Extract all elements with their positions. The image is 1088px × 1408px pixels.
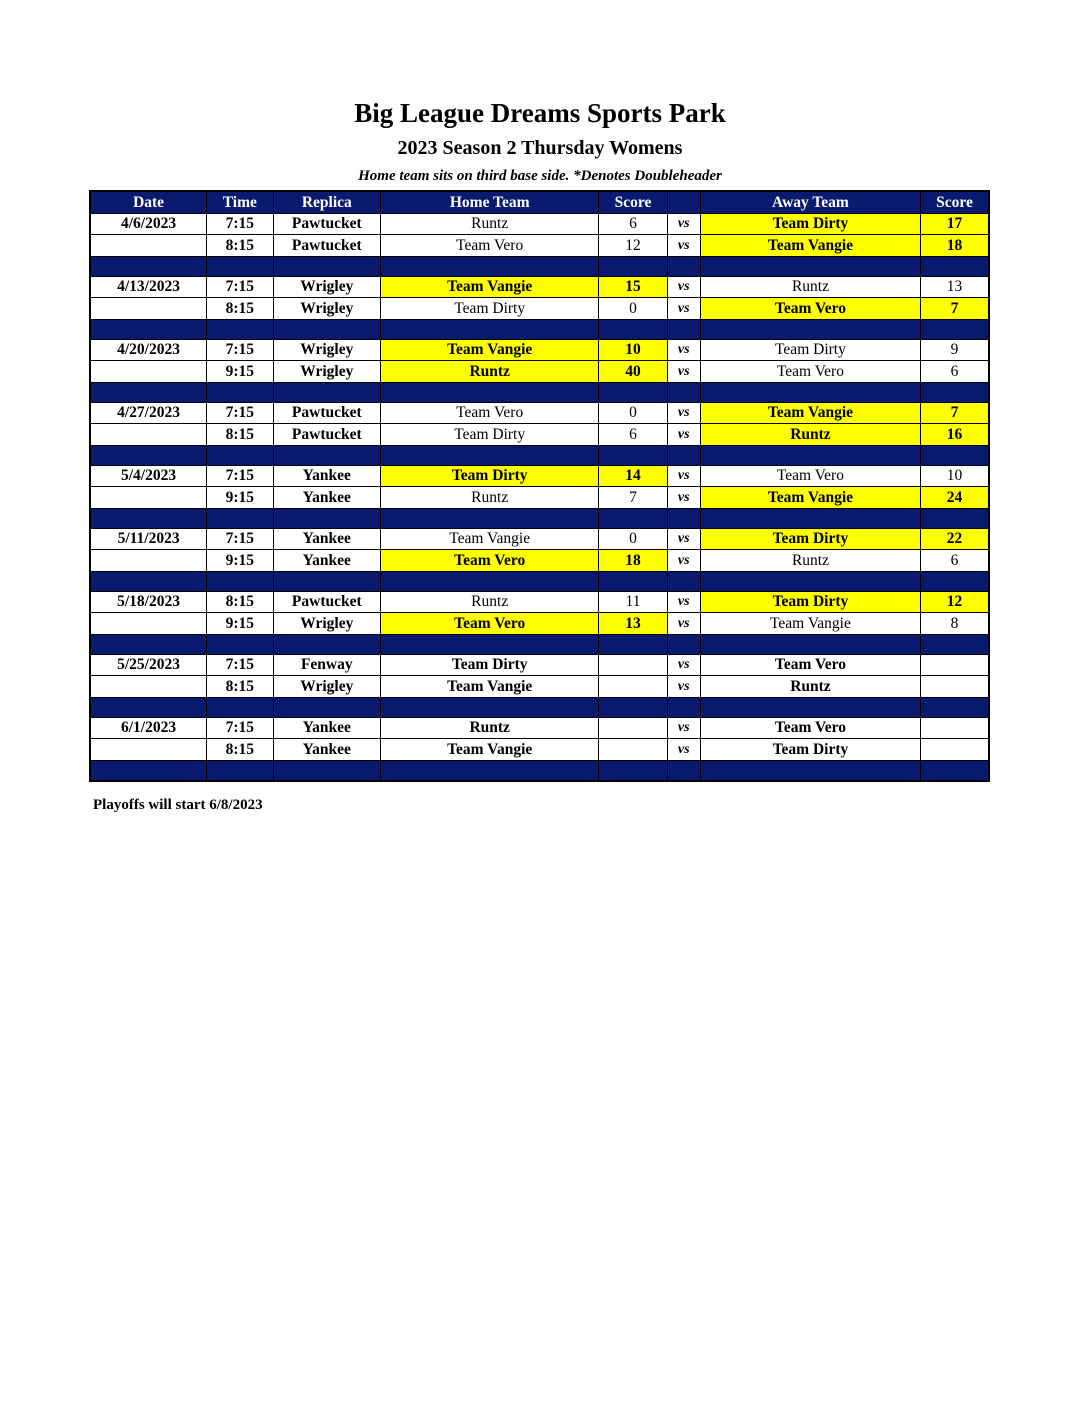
game-row — [90, 550, 989, 572]
home-score: 6 — [599, 213, 667, 235]
separator-cell — [921, 760, 989, 781]
game-replica: Yankee — [273, 550, 381, 572]
separator-cell — [273, 508, 381, 528]
game-date: 5/4/2023 — [90, 465, 207, 487]
separator-cell — [667, 508, 700, 528]
week-separator — [90, 445, 989, 465]
game-date: 5/25/2023 — [90, 654, 207, 676]
separator-cell — [90, 445, 207, 465]
separator-cell — [381, 256, 599, 276]
vs-label: vs — [667, 528, 700, 550]
schedule-table — [89, 190, 990, 782]
game-time: 7:15 — [207, 654, 273, 676]
away-team: Team Vangie — [700, 402, 920, 424]
schedule-note: Home team sits on third base side. *Denotes Doubleheader — [358, 168, 722, 184]
game-date: 5/11/2023 — [90, 528, 207, 550]
away-score: 18 — [921, 235, 989, 257]
separator-cell — [700, 256, 920, 276]
separator-cell — [700, 445, 920, 465]
separator-cell — [381, 445, 599, 465]
game-row — [90, 298, 989, 320]
away-team: Runtz — [700, 550, 920, 572]
separator-cell — [700, 571, 920, 591]
vs-label: vs — [667, 424, 700, 446]
home-score: 15 — [599, 276, 667, 298]
vs-label: vs — [667, 339, 700, 361]
game-row — [90, 276, 989, 298]
game-time: 9:15 — [207, 550, 273, 572]
separator-cell — [667, 382, 700, 402]
away-team: Team Dirty — [700, 591, 920, 613]
page-title: Big League Dreams Sports Park — [354, 98, 726, 128]
header-date: Date — [90, 191, 207, 213]
separator-cell — [90, 571, 207, 591]
home-score — [599, 739, 667, 761]
home-score: 40 — [599, 361, 667, 383]
separator-cell — [273, 445, 381, 465]
game-replica: Pawtucket — [273, 402, 381, 424]
game-replica: Pawtucket — [273, 213, 381, 235]
game-time: 7:15 — [207, 528, 273, 550]
game-time: 7:15 — [207, 717, 273, 739]
separator-cell — [207, 319, 273, 339]
separator-cell — [90, 697, 207, 717]
page-subtitle: 2023 Season 2 Thursday Womens — [397, 137, 683, 159]
away-score — [921, 717, 989, 739]
home-score: 0 — [599, 402, 667, 424]
away-team: Team Vero — [700, 361, 920, 383]
separator-cell — [667, 571, 700, 591]
game-time: 7:15 — [207, 402, 273, 424]
separator-cell — [381, 319, 599, 339]
game-replica: Yankee — [273, 528, 381, 550]
home-score — [599, 676, 667, 698]
game-replica: Pawtucket — [273, 235, 381, 257]
home-score: 10 — [599, 339, 667, 361]
separator-cell — [700, 697, 920, 717]
game-time: 8:15 — [207, 298, 273, 320]
home-team: Team Vero — [381, 402, 599, 424]
away-score: 6 — [921, 361, 989, 383]
game-replica: Wrigley — [273, 339, 381, 361]
vs-label: vs — [667, 717, 700, 739]
away-score: 17 — [921, 213, 989, 235]
away-score: 10 — [921, 465, 989, 487]
separator-cell — [90, 319, 207, 339]
game-time: 8:15 — [207, 676, 273, 698]
away-team: Team Vero — [700, 298, 920, 320]
separator-cell — [700, 760, 920, 781]
game-date — [90, 361, 207, 383]
separator-cell — [90, 382, 207, 402]
separator-cell — [700, 382, 920, 402]
separator-cell — [599, 319, 667, 339]
game-replica: Wrigley — [273, 361, 381, 383]
week-separator — [90, 508, 989, 528]
game-time: 7:15 — [207, 276, 273, 298]
home-score — [599, 717, 667, 739]
home-team: Runtz — [381, 213, 599, 235]
game-row — [90, 528, 989, 550]
game-replica: Pawtucket — [273, 591, 381, 613]
game-row — [90, 235, 989, 257]
home-score: 6 — [599, 424, 667, 446]
away-score — [921, 654, 989, 676]
separator-cell — [207, 445, 273, 465]
header-away-team: Away Team — [700, 191, 920, 213]
separator-cell — [273, 319, 381, 339]
game-row — [90, 213, 989, 235]
separator-cell — [700, 634, 920, 654]
separator-cell — [207, 382, 273, 402]
separator-cell — [921, 319, 989, 339]
home-team: Team Vero — [381, 613, 599, 635]
game-time: 7:15 — [207, 339, 273, 361]
game-date — [90, 550, 207, 572]
vs-label: vs — [667, 298, 700, 320]
home-team: Runtz — [381, 361, 599, 383]
vs-label: vs — [667, 654, 700, 676]
playoffs-note: Playoffs will start 6/8/2023 — [93, 797, 263, 813]
game-time: 9:15 — [207, 613, 273, 635]
away-team: Team Dirty — [700, 339, 920, 361]
vs-label: vs — [667, 550, 700, 572]
home-score: 14 — [599, 465, 667, 487]
game-row — [90, 361, 989, 383]
separator-cell — [667, 319, 700, 339]
game-replica: Wrigley — [273, 613, 381, 635]
week-separator — [90, 256, 989, 276]
separator-cell — [921, 634, 989, 654]
separator-cell — [207, 760, 273, 781]
separator-cell — [381, 760, 599, 781]
away-team: Team Vero — [700, 717, 920, 739]
away-team: Team Dirty — [700, 739, 920, 761]
away-score — [921, 676, 989, 698]
away-team: Runtz — [700, 276, 920, 298]
game-replica: Wrigley — [273, 298, 381, 320]
separator-cell — [667, 634, 700, 654]
away-team: Team Vangie — [700, 487, 920, 509]
game-time: 8:15 — [207, 424, 273, 446]
home-team: Team Vangie — [381, 276, 599, 298]
separator-cell — [599, 508, 667, 528]
home-team: Runtz — [381, 487, 599, 509]
header-row — [90, 191, 989, 213]
separator-cell — [599, 760, 667, 781]
home-team: Team Dirty — [381, 424, 599, 446]
game-time: 8:15 — [207, 591, 273, 613]
away-score: 8 — [921, 613, 989, 635]
vs-label: vs — [667, 465, 700, 487]
separator-cell — [599, 382, 667, 402]
separator-cell — [921, 445, 989, 465]
header-home-team: Home Team — [381, 191, 599, 213]
vs-label: vs — [667, 487, 700, 509]
home-team: Runtz — [381, 717, 599, 739]
game-date: 4/6/2023 — [90, 213, 207, 235]
separator-cell — [599, 256, 667, 276]
game-date — [90, 487, 207, 509]
game-date: 4/20/2023 — [90, 339, 207, 361]
game-row — [90, 591, 989, 613]
away-team: Team Vangie — [700, 235, 920, 257]
away-team: Team Dirty — [700, 528, 920, 550]
game-row — [90, 654, 989, 676]
separator-cell — [273, 256, 381, 276]
separator-cell — [273, 571, 381, 591]
vs-label: vs — [667, 676, 700, 698]
header-vs — [667, 191, 700, 213]
separator-cell — [599, 571, 667, 591]
game-date: 6/1/2023 — [90, 717, 207, 739]
away-score: 9 — [921, 339, 989, 361]
separator-cell — [381, 697, 599, 717]
header-replica: Replica — [273, 191, 381, 213]
separator-cell — [90, 634, 207, 654]
game-replica: Wrigley — [273, 676, 381, 698]
week-separator — [90, 382, 989, 402]
away-score: 7 — [921, 298, 989, 320]
separator-cell — [273, 382, 381, 402]
separator-cell — [90, 256, 207, 276]
home-score: 13 — [599, 613, 667, 635]
game-date — [90, 424, 207, 446]
vs-label: vs — [667, 591, 700, 613]
game-time: 8:15 — [207, 739, 273, 761]
separator-cell — [921, 571, 989, 591]
separator-cell — [667, 445, 700, 465]
game-row — [90, 487, 989, 509]
away-score: 22 — [921, 528, 989, 550]
home-team: Runtz — [381, 591, 599, 613]
home-score: 7 — [599, 487, 667, 509]
separator-cell — [381, 571, 599, 591]
separator-cell — [207, 571, 273, 591]
separator-cell — [207, 697, 273, 717]
game-date — [90, 235, 207, 257]
separator-cell — [273, 760, 381, 781]
separator-cell — [381, 634, 599, 654]
home-team: Team Vangie — [381, 528, 599, 550]
game-time: 7:15 — [207, 465, 273, 487]
game-date: 5/18/2023 — [90, 591, 207, 613]
game-replica: Fenway — [273, 654, 381, 676]
header-home-score: Score — [599, 191, 667, 213]
game-row — [90, 613, 989, 635]
separator-cell — [90, 760, 207, 781]
game-replica: Yankee — [273, 465, 381, 487]
home-team: Team Vero — [381, 235, 599, 257]
away-team: Team Vero — [700, 465, 920, 487]
game-row — [90, 402, 989, 424]
home-score — [599, 654, 667, 676]
separator-cell — [599, 445, 667, 465]
home-score: 11 — [599, 591, 667, 613]
home-team: Team Vangie — [381, 339, 599, 361]
week-separator — [90, 760, 989, 781]
home-score: 12 — [599, 235, 667, 257]
home-team: Team Dirty — [381, 654, 599, 676]
header-time: Time — [207, 191, 273, 213]
vs-label: vs — [667, 402, 700, 424]
separator-cell — [207, 508, 273, 528]
separator-cell — [273, 634, 381, 654]
vs-label: vs — [667, 276, 700, 298]
separator-cell — [667, 697, 700, 717]
away-team: Team Vangie — [700, 613, 920, 635]
away-score — [921, 739, 989, 761]
game-row — [90, 465, 989, 487]
separator-cell — [599, 697, 667, 717]
vs-label: vs — [667, 361, 700, 383]
vs-label: vs — [667, 739, 700, 761]
home-team: Team Dirty — [381, 465, 599, 487]
separator-cell — [273, 697, 381, 717]
away-score: 7 — [921, 402, 989, 424]
separator-cell — [667, 256, 700, 276]
home-team: Team Vangie — [381, 739, 599, 761]
vs-label: vs — [667, 235, 700, 257]
away-team: Runtz — [700, 676, 920, 698]
separator-cell — [207, 634, 273, 654]
separator-cell — [599, 634, 667, 654]
away-team: Team Vero — [700, 654, 920, 676]
game-time: 7:15 — [207, 213, 273, 235]
separator-cell — [700, 319, 920, 339]
away-score: 24 — [921, 487, 989, 509]
away-score: 13 — [921, 276, 989, 298]
week-separator — [90, 697, 989, 717]
game-replica: Yankee — [273, 717, 381, 739]
game-date — [90, 613, 207, 635]
away-score: 16 — [921, 424, 989, 446]
game-replica: Wrigley — [273, 276, 381, 298]
away-score: 12 — [921, 591, 989, 613]
home-team: Team Dirty — [381, 298, 599, 320]
vs-label: vs — [667, 613, 700, 635]
separator-cell — [921, 697, 989, 717]
separator-cell — [667, 760, 700, 781]
game-replica: Yankee — [273, 739, 381, 761]
game-date: 4/13/2023 — [90, 276, 207, 298]
separator-cell — [921, 256, 989, 276]
separator-cell — [90, 508, 207, 528]
separator-cell — [921, 382, 989, 402]
header-away-score: Score — [921, 191, 989, 213]
week-separator — [90, 571, 989, 591]
game-time: 8:15 — [207, 235, 273, 257]
separator-cell — [207, 256, 273, 276]
vs-label: vs — [667, 213, 700, 235]
away-team: Team Dirty — [700, 213, 920, 235]
game-row — [90, 739, 989, 761]
game-time: 9:15 — [207, 487, 273, 509]
game-date — [90, 298, 207, 320]
home-score: 0 — [599, 298, 667, 320]
week-separator — [90, 319, 989, 339]
home-score: 18 — [599, 550, 667, 572]
away-team: Runtz — [700, 424, 920, 446]
game-time: 9:15 — [207, 361, 273, 383]
game-replica: Yankee — [273, 487, 381, 509]
separator-cell — [700, 508, 920, 528]
separator-cell — [381, 382, 599, 402]
home-team: Team Vangie — [381, 676, 599, 698]
away-score: 6 — [921, 550, 989, 572]
game-row — [90, 339, 989, 361]
game-row — [90, 717, 989, 739]
separator-cell — [921, 508, 989, 528]
week-separator — [90, 634, 989, 654]
schedule-body — [90, 213, 989, 781]
game-date — [90, 676, 207, 698]
game-row — [90, 424, 989, 446]
home-score: 0 — [599, 528, 667, 550]
game-date — [90, 739, 207, 761]
game-replica: Pawtucket — [273, 424, 381, 446]
home-team: Team Vero — [381, 550, 599, 572]
game-row — [90, 676, 989, 698]
separator-cell — [381, 508, 599, 528]
game-date: 4/27/2023 — [90, 402, 207, 424]
